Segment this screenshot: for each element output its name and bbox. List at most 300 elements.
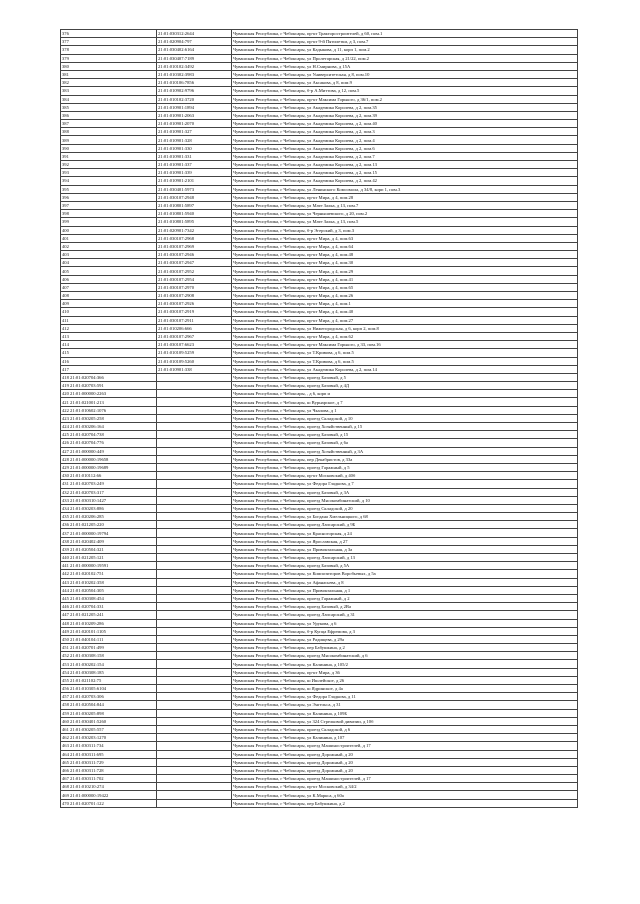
cadastral-number: 21:01:010901:327	[158, 129, 192, 135]
row-index-cell	[61, 161, 157, 169]
address-text: Чувашская Республика, г Чебоксары, проезд Мясокомбинатский, д 6	[233, 653, 368, 659]
cadastral-number: 21:01:030206:164	[70, 424, 104, 430]
row-index-cell	[61, 504, 157, 512]
address-text: Чувашская Республика, г Чебоксары, пр-кт Мира, д 36	[233, 669, 340, 675]
address-cell	[232, 750, 578, 758]
table-row	[61, 504, 578, 512]
row-index-cell	[61, 390, 157, 398]
cadastral-number: 21:01:030107:2954	[158, 276, 194, 282]
address-cell	[232, 480, 578, 488]
address-cell	[232, 594, 578, 602]
row-number: 404	[62, 260, 69, 266]
row-index-cell	[61, 750, 157, 758]
cadastral-number-cell	[157, 332, 232, 340]
row-number: 417	[62, 366, 69, 372]
address-text: Чувашская Республика, г Чебоксары, пр-кт Мира, д 4, пом.48	[233, 252, 354, 258]
cadastral-number: 21:01:030107:2952	[158, 268, 194, 274]
row-number: 466	[62, 767, 69, 773]
row-number: 421	[62, 399, 69, 405]
row-index-cell	[61, 488, 157, 496]
cadastral-number: 21:01:020704:331	[70, 604, 104, 610]
row-number: 423	[62, 415, 69, 421]
address-text: Чувашская Республика, г Чебоксары, пр-кт Мира, д 4, пом.40	[233, 309, 354, 315]
table-row	[61, 300, 578, 308]
row-index-cell	[61, 578, 157, 586]
row-number: 454	[62, 669, 69, 675]
address-cell	[232, 521, 578, 529]
address-cell	[232, 586, 578, 594]
row-number: 399	[62, 219, 69, 225]
address-cell	[232, 103, 578, 111]
cadastral-number: 21:01:010210:274	[70, 784, 104, 790]
row-index-cell	[61, 70, 157, 78]
address-cell	[232, 242, 578, 250]
row-number: 467	[62, 776, 69, 782]
row-index-cell	[61, 259, 157, 267]
address-cell	[232, 54, 578, 62]
cadastral-number: 21:01:030401:5973	[158, 186, 194, 192]
row-number: 395	[62, 186, 69, 192]
address-text: Чувашская Республика, г Чебоксары, ул Аксакова, д 8, пом.9	[233, 80, 352, 86]
row-number: 433	[62, 497, 69, 503]
row-index-cell	[61, 267, 157, 275]
address-text: Чувашская Республика, г Чебоксары, пр-кт Московский, д 34/2	[233, 784, 357, 790]
address-cell	[232, 668, 578, 676]
table-row	[61, 799, 578, 807]
row-index-cell	[61, 316, 157, 324]
address-text: Чувашская Республика, г Чебоксары, пр-кт Мира, д 4, пом.62	[233, 334, 354, 340]
table-row	[61, 292, 578, 300]
row-number: 432	[62, 489, 69, 495]
cadastral-number: 21:01:030308:185	[70, 669, 104, 675]
cadastral-number: 21:01:010901:331	[158, 153, 192, 159]
table-row	[61, 185, 578, 193]
cadastral-number-cell	[157, 791, 232, 799]
cadastral-number-cell	[157, 668, 232, 676]
address-cell	[232, 398, 578, 406]
row-number: 376	[62, 31, 69, 37]
address-text: Чувашская Республика, г Чебоксары, ул Университетская, д 8, пом.10	[233, 72, 370, 78]
table-row	[61, 30, 578, 38]
address-text: Чувашская Республика, г Чебоксары, ул Калинина, д 105/2	[233, 661, 348, 667]
table-row	[61, 152, 578, 160]
address-cell	[232, 136, 578, 144]
address-cell	[232, 349, 578, 357]
row-index-cell	[61, 742, 157, 750]
cadastral-number: 21:01:010901:2063	[158, 112, 194, 118]
address-text: Чувашская Республика, г Чебоксары, проезд Гаражный, д 5	[233, 465, 350, 471]
cadastral-number-cell	[157, 79, 232, 87]
address-text: Чувашская Республика, г Чебоксары, , д 6, корп и	[233, 391, 330, 397]
row-index-cell	[61, 668, 157, 676]
table-row	[61, 201, 578, 209]
cadastral-number-cell	[157, 775, 232, 783]
address-text: Чувашская Республика, г Чебоксары, ул Т.Кривова, д 6, пом.5	[233, 350, 354, 356]
address-text: Чувашская Республика, г Чебоксары, проезд Дорожный, д 20	[233, 767, 353, 773]
row-index-cell	[61, 218, 157, 226]
row-index-cell	[61, 627, 157, 635]
table-row	[61, 169, 578, 177]
cadastral-number: 21:01:040104:111	[70, 636, 104, 642]
row-index-cell	[61, 210, 157, 218]
row-number: 397	[62, 203, 69, 209]
table-row	[61, 136, 578, 144]
row-index-cell	[61, 300, 157, 308]
row-number: 394	[62, 178, 69, 184]
cadastral-number-cell	[157, 463, 232, 471]
cadastral-number-cell	[157, 349, 232, 357]
row-index-cell	[61, 185, 157, 193]
cadastral-number: 21:01:000000:19794	[70, 530, 109, 536]
table-row	[61, 46, 578, 54]
cadastral-number: 21:01:020504:321	[70, 546, 104, 552]
table-row	[61, 652, 578, 660]
table-row	[61, 423, 578, 431]
cadastral-number-cell	[157, 30, 232, 38]
address-cell	[232, 95, 578, 103]
row-number: 436	[62, 522, 69, 528]
table-row	[61, 242, 578, 250]
address-cell	[232, 693, 578, 701]
table-row	[61, 537, 578, 545]
cadastral-number: 21:01:010602:1076	[70, 407, 107, 413]
cadastral-number-cell	[157, 545, 232, 553]
cadastral-number-cell	[157, 259, 232, 267]
table-row	[61, 390, 578, 398]
address-text: Чувашская Республика, г Чебоксары, ш Ядринское, д 4а	[233, 686, 343, 692]
address-text: Чувашская Республика, г Чебоксары, ул Т.Кривова, д 6, пом.5	[233, 358, 354, 364]
row-number: 378	[62, 47, 69, 53]
address-cell	[232, 488, 578, 496]
row-number: 449	[62, 628, 69, 634]
table-row	[61, 594, 578, 602]
row-number: 455	[62, 677, 69, 683]
cadastral-number-cell	[157, 472, 232, 480]
cadastral-number-cell	[157, 635, 232, 643]
address-text: Чувашская Республика, г Чебоксары, ул Чернышевского, д 20, пом.2	[233, 211, 368, 217]
table-row	[61, 62, 578, 70]
row-number: 411	[62, 317, 69, 323]
cadastral-number: 21:01:010901:330	[158, 145, 192, 151]
row-index-cell	[61, 570, 157, 578]
row-index-cell	[61, 79, 157, 87]
cadastral-number: 21:01:030107:2946	[158, 252, 194, 258]
cadastral-number-cell	[157, 390, 232, 398]
cadastral-number-cell	[157, 185, 232, 193]
table-row	[61, 734, 578, 742]
address-text: Чувашская Республика, г Чебоксары, пр-кт 9-й Пятилетки, д 3, пом.7	[233, 39, 369, 45]
row-index-cell	[61, 480, 157, 488]
table-row	[61, 128, 578, 136]
cadastral-number: 21:01:010109:5259	[158, 350, 194, 356]
address-text: Чувашская Республика, г Чебоксары, проезд Лапсарский, д 31	[233, 612, 355, 618]
cadastral-number: 21:01:020901:7342	[158, 227, 194, 233]
row-number: 401	[62, 235, 69, 241]
row-number: 388	[62, 129, 69, 135]
address-text: Чувашская Республика, г Чебоксары, ул Композиторов Воробьевых, д 5а	[233, 571, 376, 577]
row-number: 425	[62, 432, 69, 438]
cadastral-number: 21:01:020704:776	[70, 440, 104, 446]
row-number: 381	[62, 72, 69, 78]
table-row	[61, 693, 578, 701]
cadastral-number: 21:01:010112:66	[70, 473, 102, 479]
row-index-cell	[61, 62, 157, 70]
row-number: 460	[62, 718, 69, 724]
cadastral-number: 21:01:030311:729	[70, 759, 104, 765]
cadastral-number-cell	[157, 554, 232, 562]
cadastral-number: 21:01:021205:241	[70, 612, 104, 618]
cadastral-number: 21:01:010801:5895	[158, 219, 194, 225]
table-row	[61, 373, 578, 381]
address-cell	[232, 169, 578, 177]
address-cell	[232, 570, 578, 578]
cadastral-number-cell	[157, 316, 232, 324]
cadastral-number: 21:01:030107:2968	[158, 235, 194, 241]
cadastral-number-cell	[157, 398, 232, 406]
address-cell	[232, 455, 578, 463]
cadastral-number-cell	[157, 627, 232, 635]
address-text: Чувашская Республика, г Чебоксары, пр-кт Мира, д 4, пом.1	[233, 301, 351, 307]
cadastral-number-cell	[157, 365, 232, 373]
row-index-cell	[61, 463, 157, 471]
row-index-cell	[61, 193, 157, 201]
cadastral-number: 21:01:010102:3720	[158, 96, 194, 102]
cadastral-number-cell	[157, 152, 232, 160]
table-row	[61, 578, 578, 586]
row-index-cell	[61, 431, 157, 439]
cadastral-number-cell	[157, 300, 232, 308]
cadastral-number-cell	[157, 562, 232, 570]
address-text: Чувашская Республика, г Чебоксары, ул Федора Гладкова, д 7	[233, 481, 354, 487]
address-text: Чувашская Республика, г Чебоксары, пр-кт Мира, д 4, пом.41	[233, 276, 354, 282]
row-index-cell	[61, 717, 157, 725]
cadastral-number: 21:01:030311:702	[70, 776, 104, 782]
cadastral-number: 21:01:010106:7856	[158, 80, 194, 86]
address-text: Чувашская Республика, г Чебоксары, проезд Базовый, д 6а	[233, 440, 348, 446]
address-text: Чувашская Республика, г Чебоксары, проезд Дорожный, д 20	[233, 759, 353, 765]
address-text: Чувашская Республика, г Чебоксары, пр-кт Мира, д 4, пом.27	[233, 317, 354, 323]
table-row	[61, 161, 578, 169]
address-cell	[232, 734, 578, 742]
cadastral-number: 21:01:010902:9796	[158, 88, 194, 94]
address-cell	[232, 120, 578, 128]
table-row	[61, 480, 578, 488]
row-number: 435	[62, 514, 69, 520]
table-row	[61, 332, 578, 340]
cadastral-number-cell	[157, 570, 232, 578]
cadastral-number: 21:01:020703:591	[70, 383, 104, 389]
address-text: Чувашская Республика, г Чебоксары, ш Ишлейское, д 26	[233, 677, 345, 683]
row-index-cell	[61, 414, 157, 422]
row-index-cell	[61, 472, 157, 480]
row-index-cell	[61, 652, 157, 660]
address-cell	[232, 545, 578, 553]
row-number: 406	[62, 276, 69, 282]
cadastral-number: 21:01:030311:734	[70, 743, 104, 749]
row-number: 447	[62, 612, 69, 618]
cadastral-number: 21:01:010305:6104	[70, 686, 107, 692]
address-cell	[232, 775, 578, 783]
cadastral-number-cell	[157, 210, 232, 218]
address-text: Чувашская Республика, г Чебоксары, ул Академика Королева, д 2, пом.39	[233, 112, 377, 118]
address-text: Чувашская Республика, г Чебоксары, пр-кт Мира, д 4, пом.30	[233, 260, 354, 266]
address-text: Чувашская Республика, г Чебоксары, ул Академика Королева, д 2, пом.42	[233, 178, 377, 184]
cadastral-number-cell	[157, 169, 232, 177]
row-number: 440	[62, 555, 69, 561]
table-row	[61, 791, 578, 799]
row-index-cell	[61, 136, 157, 144]
row-index-cell	[61, 128, 157, 136]
cadastral-number-cell	[157, 758, 232, 766]
row-number: 456	[62, 686, 69, 692]
cadastral-number-cell	[157, 111, 232, 119]
address-text: Чувашская Республика, г Чебоксары, пер Бабушкина, д 2	[233, 645, 345, 651]
cadastral-number: 21:01:010206:666	[158, 325, 192, 331]
table-row	[61, 70, 578, 78]
address-cell	[232, 414, 578, 422]
address-cell	[232, 701, 578, 709]
row-index-cell	[61, 242, 157, 250]
row-index-cell	[61, 308, 157, 316]
row-index-cell	[61, 357, 157, 365]
table-row	[61, 251, 578, 259]
address-cell	[232, 463, 578, 471]
table-row	[61, 783, 578, 791]
address-text: Чувашская Республика, г Чебоксары, ул Академика Королева, д 2, пом.14	[233, 366, 377, 372]
row-number: 410	[62, 309, 69, 315]
row-number: 468	[62, 784, 69, 790]
address-cell	[232, 226, 578, 234]
cadastral-number-cell	[157, 201, 232, 209]
table-row	[61, 95, 578, 103]
address-cell	[232, 251, 578, 259]
address-cell	[232, 554, 578, 562]
address-cell	[232, 79, 578, 87]
table-row	[61, 554, 578, 562]
row-index-cell	[61, 455, 157, 463]
row-number: 443	[62, 579, 69, 585]
address-text: Чувашская Республика, г Чебоксары, ул Академика Королева, д 2, пом.40	[233, 121, 377, 127]
table-row	[61, 635, 578, 643]
cadastral-number: 21:01:021205:220	[70, 522, 104, 528]
address-text: Чувашская Республика, г Чебоксары, ул 324 Стрелковой дивизии, д 10б	[233, 718, 374, 724]
cadastral-number-cell	[157, 54, 232, 62]
cadastral-number: 21:01:020703:249	[70, 481, 104, 487]
cadastral-number-cell	[157, 128, 232, 136]
cadastral-number-cell	[157, 406, 232, 414]
cadastral-number-cell	[157, 373, 232, 381]
cadastral-number: 21:01:030107:2947	[158, 260, 194, 266]
row-index-cell	[61, 144, 157, 152]
row-index-cell	[61, 406, 157, 414]
table-row	[61, 750, 578, 758]
row-index-cell	[61, 521, 157, 529]
address-text: Чувашская Республика, г Чебоксары, ул Привокзальная, д 1	[233, 587, 351, 593]
address-cell	[232, 62, 578, 70]
cadastral-number: 21:01:030107:2919	[158, 309, 194, 315]
table-row	[61, 513, 578, 521]
row-number: 405	[62, 268, 69, 274]
cadastral-number: 21:01:030205:898	[70, 710, 104, 716]
cadastral-number-cell	[157, 324, 232, 332]
address-cell	[232, 324, 578, 332]
address-text: Чувашская Республика, г Чебоксары, ул Академика Королева, д 2, пом.7	[233, 153, 375, 159]
address-text: Чувашская Республика, г Чебоксары, пр-кт Максима Горького, д 33, пом.16	[233, 342, 381, 348]
cadastral-number: 21:01:010901:337	[158, 162, 192, 168]
table-row	[61, 38, 578, 46]
cadastral-number: 21:01:010901:338	[158, 366, 192, 372]
address-text: Чувашская Республика, г Чебоксары, ул Привокзальная, д 3а	[233, 546, 353, 552]
address-cell	[232, 472, 578, 480]
cadastral-number-cell	[157, 283, 232, 291]
table-row	[61, 316, 578, 324]
row-number: 428	[62, 456, 69, 462]
table-row	[61, 406, 578, 414]
address-text: Чувашская Республика, г Чебоксары, ул Энгельса, д 31	[233, 702, 341, 708]
address-cell	[232, 38, 578, 46]
table-row	[61, 472, 578, 480]
cadastral-number: 21:01:021001:213	[70, 399, 104, 405]
row-number: 448	[62, 620, 69, 626]
address-text: Чувашская Республика, г Чебоксары, ш Вурнарское, д 7	[233, 399, 343, 405]
table-row	[61, 496, 578, 504]
row-number: 424	[62, 424, 69, 430]
cadastral-number-cell	[157, 218, 232, 226]
cadastral-number: 21:01:020102:751	[70, 571, 104, 577]
cadastral-number-cell	[157, 603, 232, 611]
table-row	[61, 144, 578, 152]
address-cell	[232, 193, 578, 201]
row-number: 427	[62, 448, 69, 454]
row-index-cell	[61, 447, 157, 455]
table-row	[61, 660, 578, 668]
cadastral-number: 21:01:010801:5897	[158, 203, 194, 209]
row-number: 469	[62, 792, 69, 798]
cadastral-number: 21:01:010209:286	[70, 620, 104, 626]
cadastral-number-cell	[157, 750, 232, 758]
address-cell	[232, 177, 578, 185]
row-number: 419	[62, 383, 69, 389]
address-text: Чувашская Республика, г Чебоксары, пр-кт Московский, д 40б	[233, 473, 356, 479]
table-row	[61, 521, 578, 529]
row-number: 400	[62, 227, 69, 233]
address-text: Чувашская Республика, г Чебоксары, проезд Базовый, д 2Ва	[233, 604, 352, 610]
address-text: Чувашская Республика, г Чебоксары, проезд Базовый, д 5А	[233, 563, 350, 569]
table-row	[61, 226, 578, 234]
cadastral-number-cell	[157, 709, 232, 717]
cadastral-number-cell	[157, 144, 232, 152]
row-number: 420	[62, 391, 69, 397]
row-index-cell	[61, 603, 157, 611]
cadastral-number-cell	[157, 652, 232, 660]
cadastral-number-cell	[157, 742, 232, 750]
cadastral-number-cell	[157, 799, 232, 807]
address-text: Чувашская Республика, г Чебоксары, ул Н.Смирнова, д 15А	[233, 63, 351, 69]
cadastral-number: 21:01:030107:2969	[158, 243, 194, 249]
cadastral-number: 21:01:000000:19658	[70, 456, 109, 462]
cadastral-number-cell	[157, 341, 232, 349]
table-row	[61, 447, 578, 455]
address-cell	[232, 283, 578, 291]
row-number: 437	[62, 530, 69, 536]
address-text: Чувашская Республика, г Чебоксары, ул Чкалова, д 1	[233, 407, 337, 413]
cadastral-number-cell	[157, 586, 232, 594]
row-index-cell	[61, 537, 157, 545]
row-index-cell	[61, 791, 157, 799]
address-cell	[232, 292, 578, 300]
address-cell	[232, 406, 578, 414]
address-cell	[232, 201, 578, 209]
